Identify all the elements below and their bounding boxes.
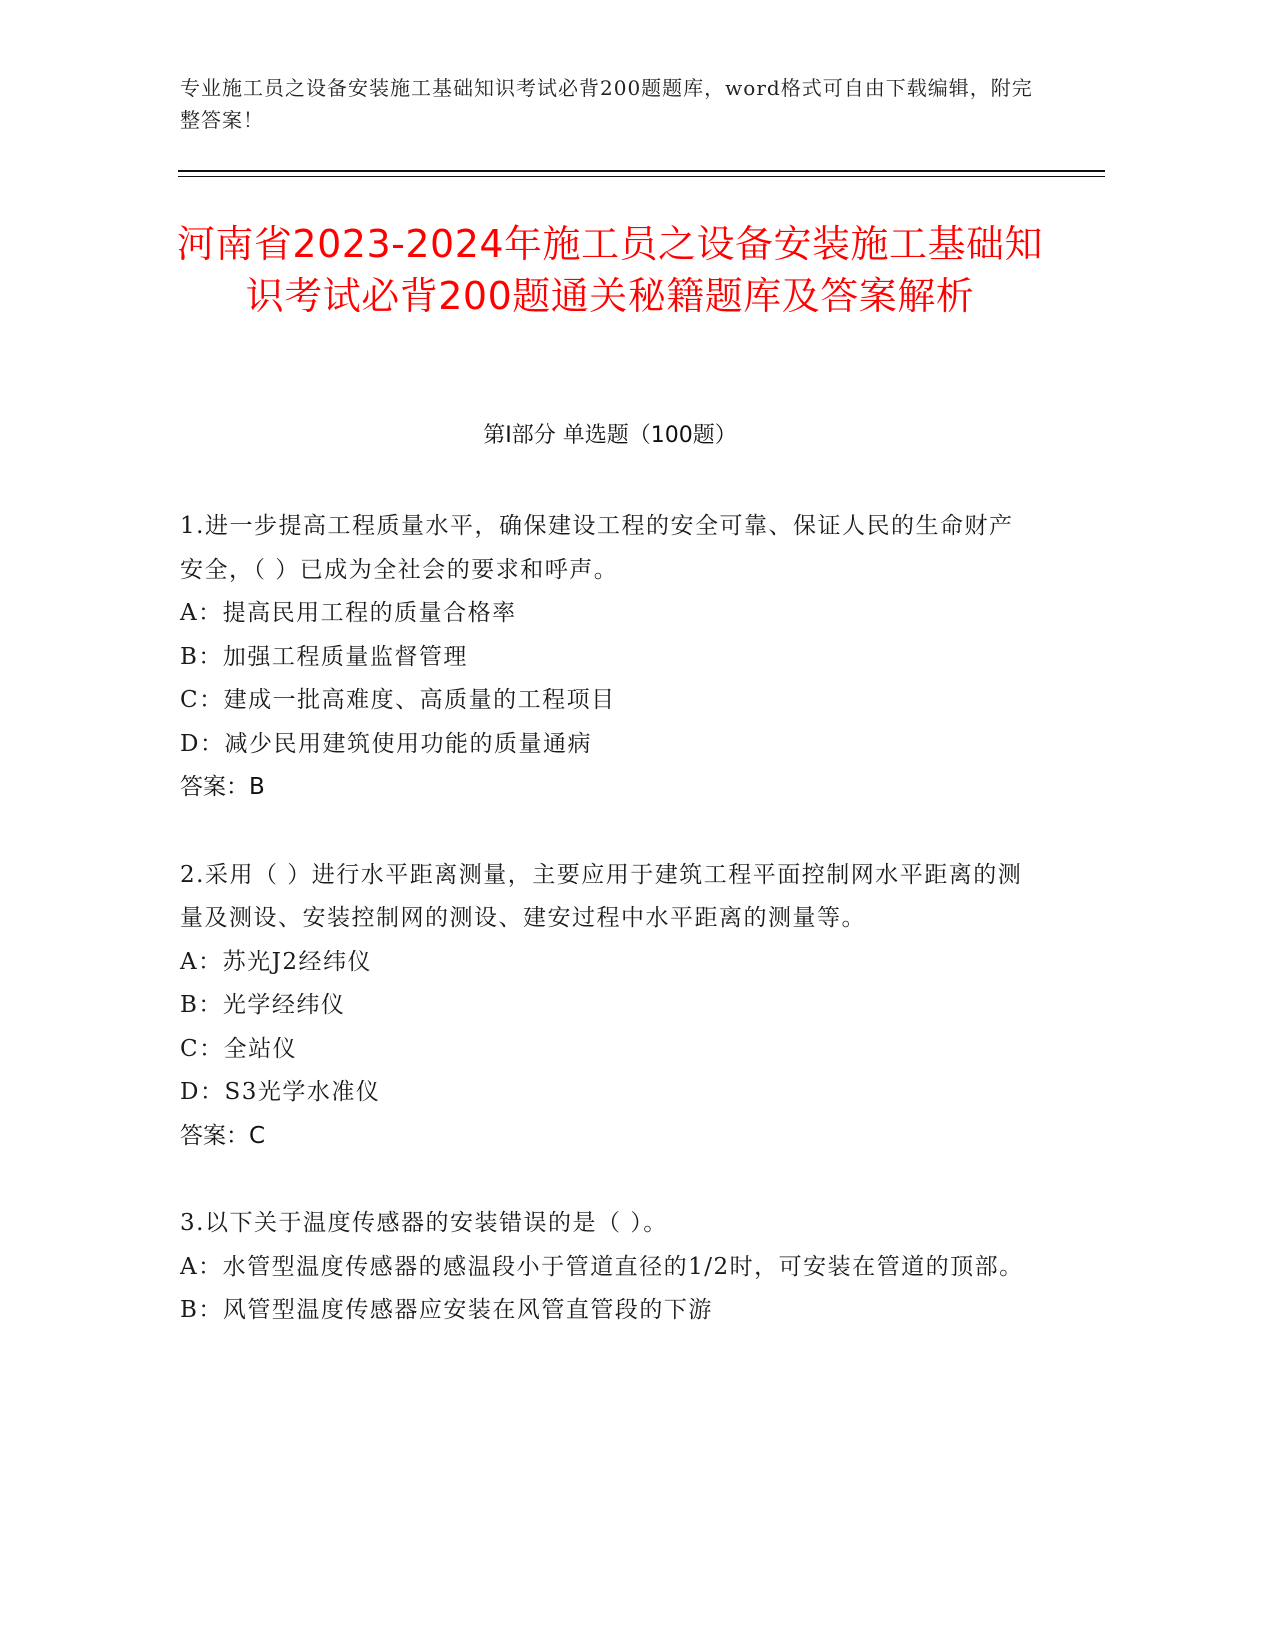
question-2 (180, 854, 1030, 1159)
option-a: A：水管型温度传感器的感温段小于管道直径的1/2时，可安装在管道的顶部。 (180, 1253, 1024, 1280)
document-title: 河南省2023-2024年施工员之设备安装施工基础知识考试必背200题通关秘籍题库及答案解析 (176, 222, 1044, 318)
question-stem: 3.以下关于温度传感器的安装错误的是（ ）。 (180, 1210, 668, 1236)
option-b: B：风管型温度传感器应安装在风管直管段的下游 (180, 1297, 713, 1323)
option-a: A：苏光J2经纬仪 (180, 948, 372, 975)
option-b: B：加强工程质量监督管理 (180, 643, 468, 670)
question-list (180, 505, 1030, 1377)
answer: 答案：B (180, 774, 265, 800)
option-d: D：减少民用建筑使用功能的质量通病 (180, 730, 592, 757)
question-stem: 2.采用（ ）进行水平距离测量，主要应用于建筑工程平面控制网水平距离的测量及测设、安装控制网的测设、建安过程中水平距离的测量等。 (180, 861, 1023, 931)
option-d: D：S3光学水准仪 (180, 1079, 381, 1105)
question-stem: 1.进一步提高工程质量水平，确保建设工程的安全可靠、保证人民的生命财产安全，（ ）已成为全社会的要求和呼声。 (180, 513, 1014, 583)
header-note: 专业施工员之设备安装施工基础知识考试必背200题题库，word格式可自由下载编辑，附完整答案！ (180, 76, 1033, 132)
question-1 (180, 505, 1030, 810)
section-title: 第Ⅰ部分 单选题（100题） (483, 423, 737, 448)
answer: 答案：C (180, 1122, 266, 1149)
header-rule-thin (178, 176, 1105, 177)
option-c: C：建成一批高难度、高质量的工程项目 (180, 687, 616, 713)
question-3 (180, 1202, 1030, 1333)
option-b: B：光学经纬仪 (180, 992, 346, 1018)
option-c: C：全站仪 (180, 1035, 298, 1062)
option-a: A：提高民用工程的质量合格率 (180, 600, 517, 626)
header-rule-thick (178, 170, 1105, 172)
